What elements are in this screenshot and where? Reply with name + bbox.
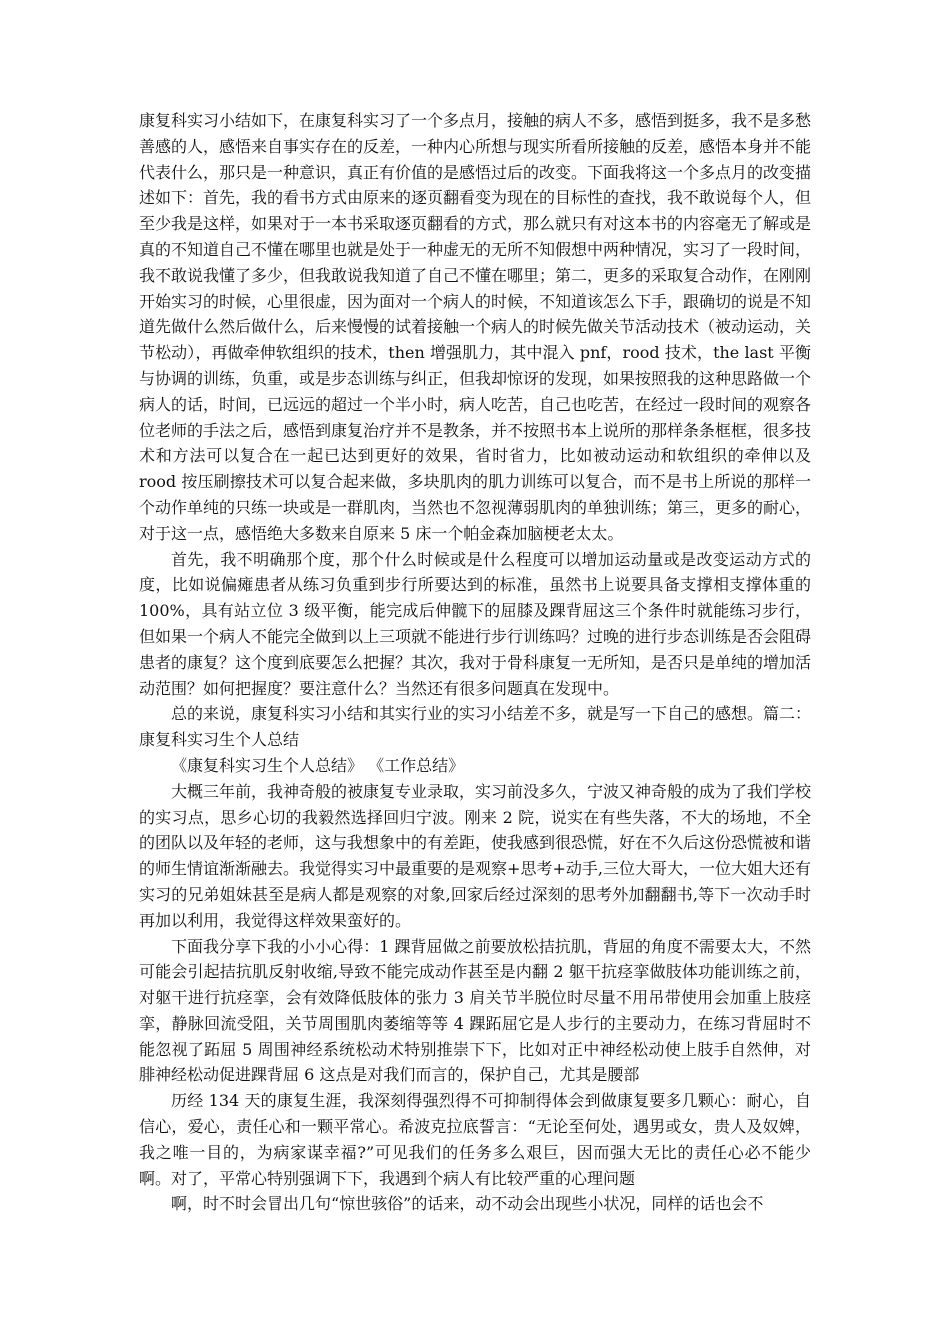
paragraph-section-title: 《康复科实习生个人总结》 《工作总结》 (171, 755, 465, 775)
paragraph-experience: 历经 134 天的康复生涯，我深刻得强烈得不可抑制得体会到做康复要多几颗心：耐心，自信心，爱心，责任心和一颗平常心。希波克拉底誓言：“无论至何处，遇男或女，贵人及奴婢，我之唯一目的，为病家谋幸福?”可见我们的任务多么艰巨，因而强大无比的责任心必不能少啊。对了，平常心特别强调下下，我遇到个病人有比较严重的心理问题 (139, 1091, 811, 1188)
document-page (139, 108, 811, 1217)
paragraph-tips: 下面我分享下我的小小心得：1 踝背屈做之前要放松拮抗肌，背屈的角度不需要太大，不然可能会引起拮抗肌反射收缩,导致不能完成动作甚至是内翻 2 躯干抗痉挛做肢体功能训练之前，对躯干进行抗痉挛，会有效降低肢体的张力 3 肩关节半脱位时尽量不用吊带使用会加重上肢痉挛，静脉回流受阻，关节周围肌肉萎缩等等 4 踝跖屈它是人步行的主要动力，在练习背屈时不能忽视了跖屈 5 周围神经系统松动术特别推崇下下，比如对正中神经松动使上肢手自然伸，对腓神经松动促进踝背屈 6 这点是对我们而言的，保护自己，尤其是腰部 (139, 936, 811, 1085)
paragraph-continuation: 啊，时不时会冒出几句“惊世骇俗”的话来，动不动会出现些小状况，同样的话也会不 (171, 1194, 764, 1214)
paragraph-introduction: 大概三年前，我神奇般的被康复专业录取，实习前没多久，宁波又神奇般的成为了我们学校的实习点，思乡心切的我毅然选择回归宁波。刚来 2 院，说实在有些失落，不大的场地，不全的团队以及年轻的老师，这与我想象中的有差距，使我感到很恐慌，好在不久后这份恐慌被和谐的师生情谊渐渐融去。我觉得实习中最重要的是观察+思考+动手,三位大哥大，一位大姐大还有实习的兄弟姐妹甚至是病人都是观察的对象,回家后经过深刻的思考外加翻翻书,等下一次动手时再加以利用，我觉得这样效果蛮好的。 (139, 781, 812, 930)
paragraph-conclusion: 总的来说，康复科实习小结和其实行业的实习小结差不多，就是写一下自己的感想。篇二：康复科实习生个人总结 (139, 704, 812, 750)
paragraph-rehab-summary: 康复科实习小结如下，在康复科实习了一个多点月，接触的病人不多，感悟到挺多，我不是多愁善感的人，感悟来自事实存在的反差，一种内心所想与现实所看所接触的反差，感悟本身并不能代表什么，那只是一种意识，真正有价值的是感悟过后的改变。下面我将这一个多点月的改变描述如下：首先，我的看书方式由原来的逐页翻看变为现在的目标性的查找，我不敢说每个人，但至少我是这样，如果对于一本书采取逐页翻看的方式，那么就只有对这本书的内容毫无了解或是真的不知道自己不懂在哪里也就是处于一种虚无的无所不知假想中两种情况，实习了一段时间，我不敢说我懂了多少，但我敢说我知道了自己不懂在哪里；第二，更多的采取复合动作，在刚刚开始实习的时候，心里很虚，因为面对一个病人的时候，不知道该怎么下手，跟确切的说是不知道先做什么然后做什么，后来慢慢的试着接触一个病人的时候先做关节活动技术（被动运动，关节松动），再做牵伸软组织的技术，then 增强肌力，其中混入 pnf，rood 技术，the last 平衡与协调的训练，负重，或是步态训练与纠正，但我却惊讶的发现，如果按照我的这种思路做一个病人的话，时间，已远远的超过一个半小时，病人吃苦，自己也吃苦，在经过一段时间的观察各位老师的手法之后，感悟到康复治疗并不是教条，并不按照书本上说所的那样条条框框，很多技术和方法可以复合在一起已达到更好的效果，省时省力，比如被动运动和软组织的牵伸以及 rood 按压刷擦技术可以复合起来做，多块肌肉的肌力训练可以复合，而不是书上所说的那样一个动作单纯的只练一块或是一群肌肉，当然也不忽视薄弱肌肉的单独训练；第三，更多的耐心，对于这一点，感悟绝大多数来自原来 5 床一个帕金森加脑梗老太太。 (139, 111, 812, 543)
paragraph-questions: 首先，我不明确那个度，那个什么时候或是什么程度可以增加运动量或是改变运动方式的度，比如说偏瘫患者从练习负重到步行所要达到的标准，虽然书上说要具备支撑相支撑体重的 100%，具有站立位 3 级平衡，能完成后伸髋下的屈膝及踝背屈这三个条件时就能练习步行，但如果一个病人不能完全做到以上三项就不能进行步行训练吗？过晚的进行步态训练是否会阻碍患者的康复？这个度到底要怎么把握？其次，我对于骨科康复一无所知，是否只是单纯的增加活动范围？如何把握度？要注意什么？当然还有很多问题真在发现中。 (139, 549, 812, 698)
